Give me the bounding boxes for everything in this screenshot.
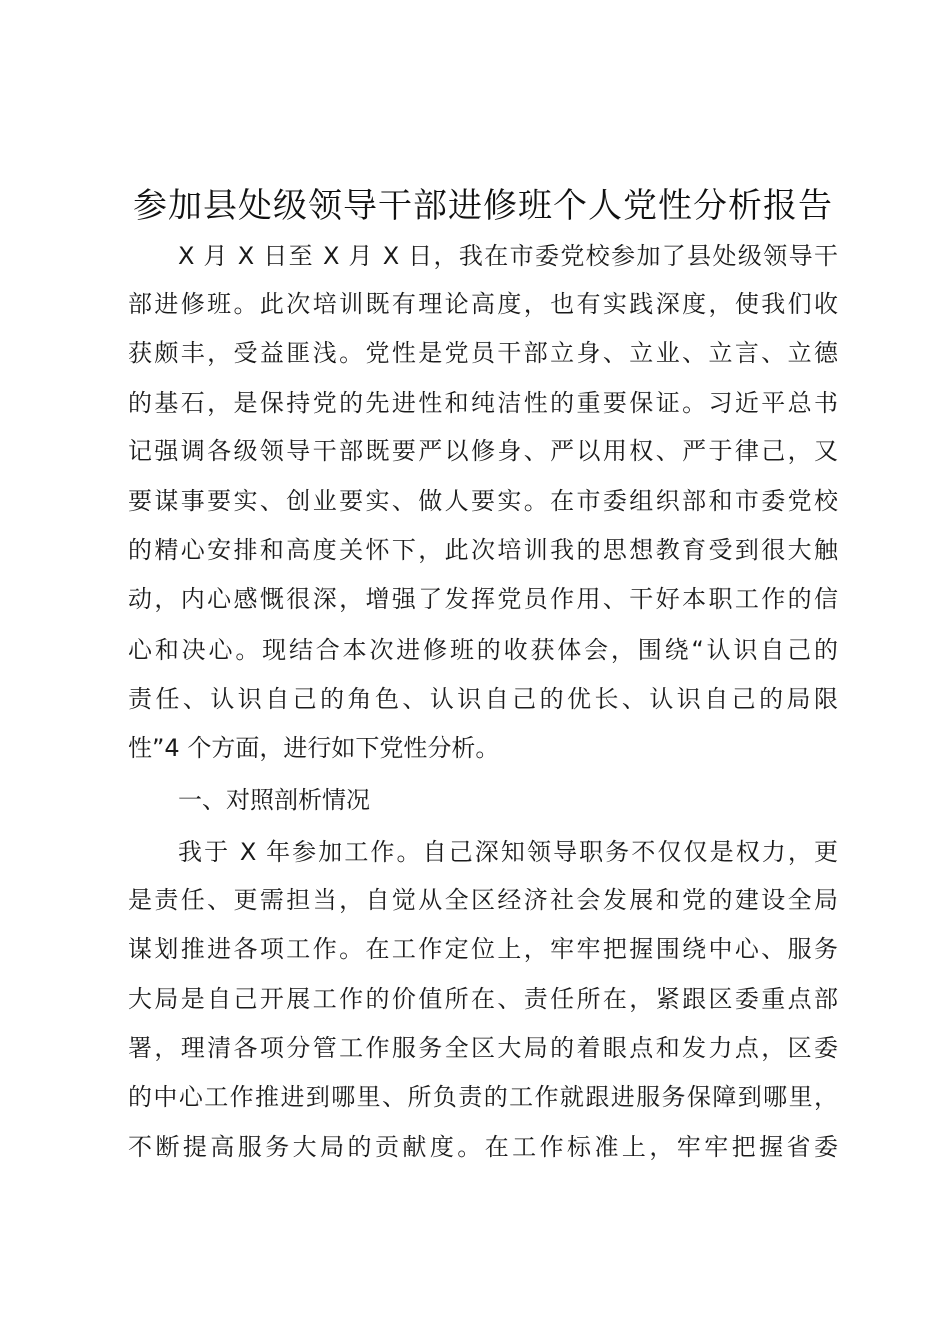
section-line: 不断提高服务大局的贡献度。在工作标准上，牢牢把握省委 [128, 1133, 838, 1161]
intro-line: 的基石，是保持党的先进性和纯洁性的重要保证。习近平总书 [128, 389, 838, 417]
intro-line: 要谋事要实、创业要实、做人要实。在市委组织部和市委党校 [128, 487, 838, 515]
section-line: 是责任、更需担当，自觉从全区经济社会发展和党的建设全局 [128, 886, 838, 914]
intro-line: 获颇丰，受益匪浅。党性是党员干部立身、立业、立言、立德 [128, 339, 838, 367]
intro-line: 性”4 个方面，进行如下党性分析。 [128, 734, 500, 762]
intro-line: 动，内心感慨很深，增强了发挥党员作用、干好本职工作的信 [128, 585, 838, 613]
section-line: 谋划推进各项工作。在工作定位上，牢牢把握围绕中心、服务 [128, 935, 838, 963]
section-line: 署，理清各项分管工作服务全区大局的着眼点和发力点，区委 [128, 1034, 838, 1062]
section-line: 大局是自己开展工作的价值所在、责任所在，紧跟区委重点部 [128, 985, 838, 1013]
document-title: 参加县处级领导干部进修班个人党性分析报告 [133, 186, 833, 226]
intro-line: 责任、认识自己的角色、认识自己的优长、认识自己的局限 [128, 685, 838, 713]
intro-line: 心和决心。现结合本次进修班的收获体会，围绕“认识自己的 [128, 636, 838, 664]
intro-line: X 月 X 日至 X 月 X 日，我在市委党校参加了县处级领导干 [178, 242, 838, 270]
intro-line: 的精心安排和高度关怀下，此次培训我的思想教育受到很大触 [128, 536, 838, 564]
intro-line: 记强调各级领导干部既要严以修身、严以用权、严于律己，又 [128, 437, 838, 465]
intro-line: 部进修班。此次培训既有理论高度，也有实践深度，使我们收 [128, 290, 838, 318]
section-line: 我于 X 年参加工作。自己深知领导职务不仅仅是权力，更 [178, 838, 838, 866]
section-heading: 一、对照剖析情况 [178, 786, 370, 814]
section-line: 的中心工作推进到哪里、所负责的工作就跟进服务保障到哪里， [128, 1083, 838, 1111]
